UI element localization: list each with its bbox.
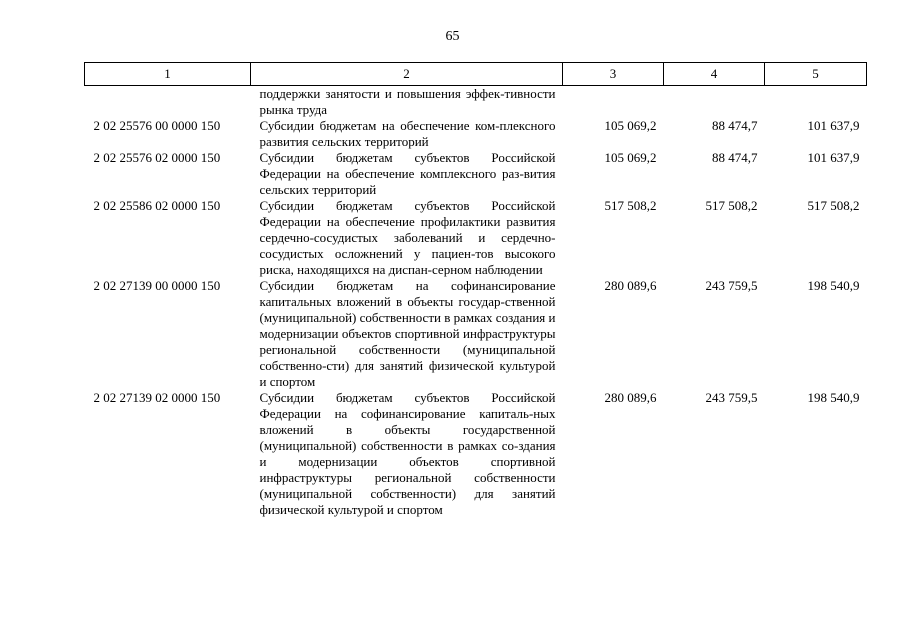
code-cell: 2 02 27139 02 0000 150: [93, 390, 221, 405]
value-cell-2025: 88 474,7: [712, 150, 758, 165]
value-cell-2026: 101 637,9: [807, 150, 860, 165]
code-cell: 2 02 25576 00 0000 150: [93, 118, 221, 133]
value-cell-2026: 101 637,9: [807, 118, 860, 133]
value-cell-2025: 517 508,2: [705, 198, 758, 213]
code-cell: [85, 86, 251, 119]
description-cell: Субсидии бюджетам на софинансирование капитальных вложений в объекты государ-ственной (муниципальной) собственности в рамках создания и модернизации объектов спортивной инфраструктуры региональной собственности (муниципальной собственно-сти) для занятий физической культурой и спортом: [259, 278, 556, 389]
value-cell-2024: 280 089,6: [604, 278, 657, 293]
column-header-3: 3: [563, 63, 664, 86]
description-cell: Субсидии бюджетам на обеспечение ком-плексного развития сельских территорий: [259, 118, 556, 149]
code-cell: 2 02 25576 02 0000 150: [93, 150, 221, 165]
description-cell: поддержки занятости и повышения эффек-тивности рынка труда: [259, 86, 556, 117]
table-row: [85, 390, 867, 518]
table-row-continuation: [85, 86, 867, 119]
column-header-1: 1: [85, 63, 251, 86]
value-cell-2026: 517 508,2: [807, 198, 860, 213]
description-cell: Субсидии бюджетам субъектов Российской Федерации на обеспечение профилактики развития сердечно-сосудистых заболеваний и сердечно-сосудистых осложнений у пациен-тов высокого риска, находящихся на диспан-серном наблюдении: [259, 198, 556, 277]
value-cell-2025: 243 759,5: [705, 390, 758, 405]
table-row: [85, 118, 867, 150]
value-cell-2024: 517 508,2: [604, 198, 657, 213]
value-cell-2025: 88 474,7: [712, 118, 758, 133]
value-cell-2025: 243 759,5: [705, 278, 758, 293]
value-cell-2024: 280 089,6: [604, 390, 657, 405]
column-header-2: 2: [251, 63, 563, 86]
column-header-5: 5: [765, 63, 867, 86]
description-cell: Субсидии бюджетам субъектов Российской Федерации на обеспечение комплексного раз-вития сельских территорий: [259, 150, 556, 197]
code-cell: 2 02 25586 02 0000 150: [93, 198, 221, 213]
page-number: 65: [445, 29, 460, 44]
table-row: [85, 278, 867, 390]
value-cell-2024: 105 069,2: [604, 150, 657, 165]
code-cell: 2 02 27139 00 0000 150: [93, 278, 221, 293]
value-cell-2024: 105 069,2: [604, 118, 657, 133]
table-row: [85, 198, 867, 278]
value-cell-2026: 198 540,9: [807, 278, 860, 293]
budget-table: [84, 62, 867, 518]
description-cell: Субсидии бюджетам субъектов Российской Федерации на софинансирование капиталь-ных вложений в объекты государственной (муниципальной) собственности в рамках со-здания и модернизации объектов спортивной инфраструктуры региональной собственности (муниципальной собственности) для занятий физической культурой и спортом: [259, 390, 556, 517]
table-row: [85, 150, 867, 198]
table-header-row: [85, 63, 867, 86]
column-header-4: 4: [664, 63, 765, 86]
value-cell-2026: 198 540,9: [807, 390, 860, 405]
